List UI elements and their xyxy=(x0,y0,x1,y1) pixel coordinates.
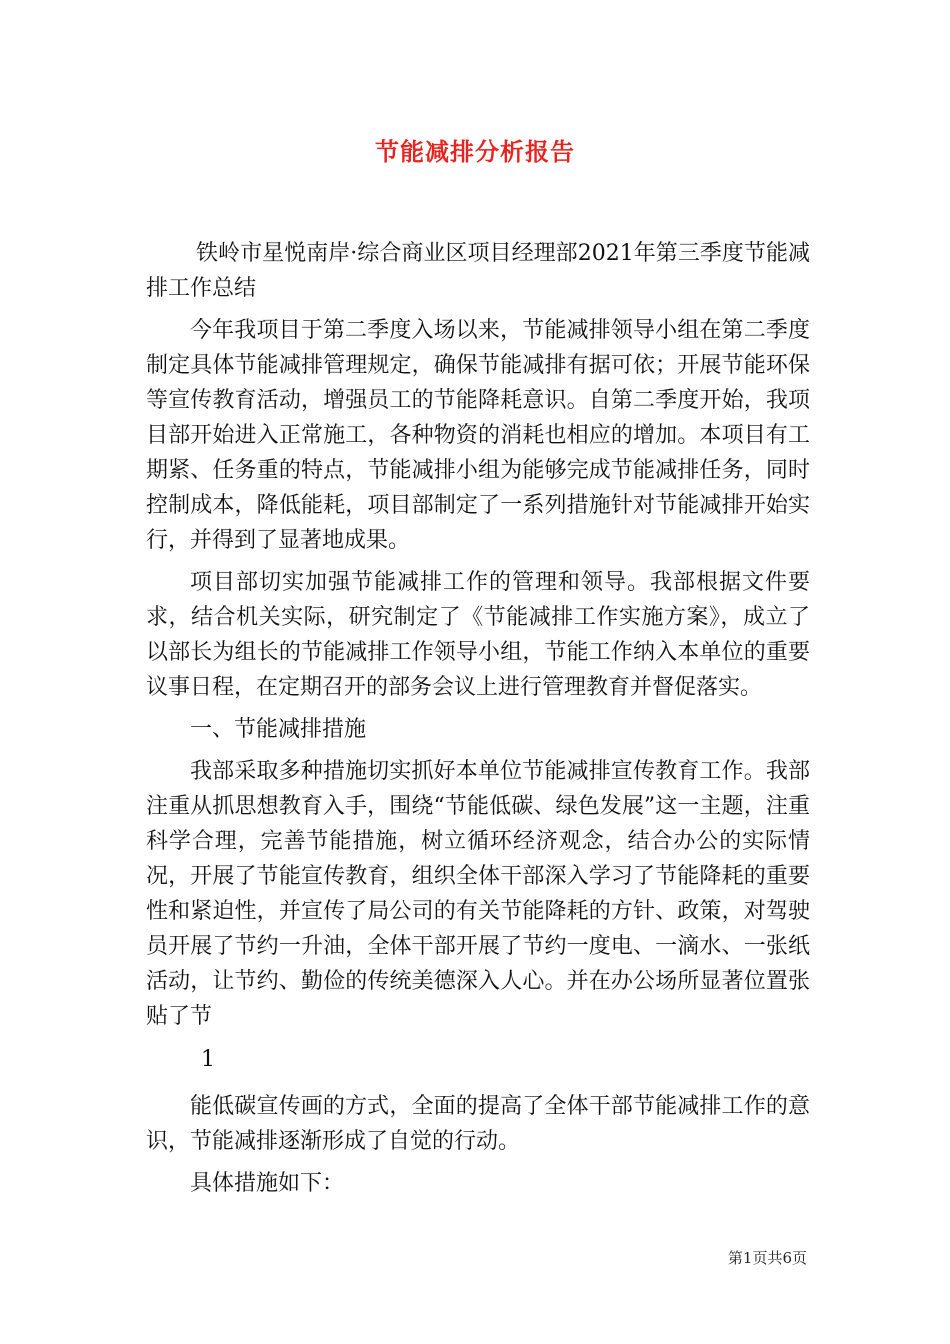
document-title: 节能减排分析报告 xyxy=(375,137,575,166)
page-footer: 第1页共6页 xyxy=(727,1249,807,1267)
paragraph-continued: 能低碳宣传画的方式，全面的提高了全体干部节能减排工作的意识，节能减排逐渐形成了自觉的行动。 xyxy=(146,1094,810,1154)
paragraph-measures-list-intro: 具体措施如下： xyxy=(190,1171,345,1196)
section-heading: 一、节能减排措施 xyxy=(190,717,367,742)
paragraph-heading-line: 铁岭市星悦南岸·综合商业区项目经理部2021年第三季度节能减排工作总结 xyxy=(146,241,810,301)
paragraph-management: 项目部切实加强节能减排工作的管理和领导。我部根据文件要求，结合机关实际，研究制定了《节能减排工作实施方案》，成立了以部长为组长的节能减排工作领导小组，节能工作纳入本单位的重要议事日程，在定期召开的部务会议上进行管理教育并督促落实。 xyxy=(146,570,810,700)
inline-page-number: 1 xyxy=(201,1047,215,1072)
document-body xyxy=(146,236,810,1201)
paragraph-measures: 我部采取多种措施切实抓好本单位节能减排宣传教育工作。我部注重从抓思想教育入手，围绕“节能低碳、绿色发展”这一主题，注重科学合理，完善节能措施，树立循环经济观念，结合办公的实际情况，开展了节能宣传教育，组织全体干部深入学习了节能降耗的重要性和紧迫性，并宣传了局公司的有关节能降耗的方针、政策，对驾驶员开展了节约一升油，全体干部开展了节约一度电、一滴水、一张纸活动，让节约、勤俭的传统美德深入人心。并在办公场所显著位置张贴了节 xyxy=(146,759,810,1029)
paragraph-intro: 今年我项目于第二季度入场以来，节能减排领导小组在第二季度制定具体节能减排管理规定，确保节能减排有据可依；开展节能环保等宣传教育活动，增强员工的节能降耗意识。自第二季度开始，我项目部开始进入正常施工，各种物资的消耗也相应的增加。本项目有工期紧、任务重的特点，节能减排小组为能够完成节能减排任务，同时控制成本，降低能耗，项目部制定了一系列措施针对节能减排开始实行，并得到了显著地成果。 xyxy=(146,318,810,553)
